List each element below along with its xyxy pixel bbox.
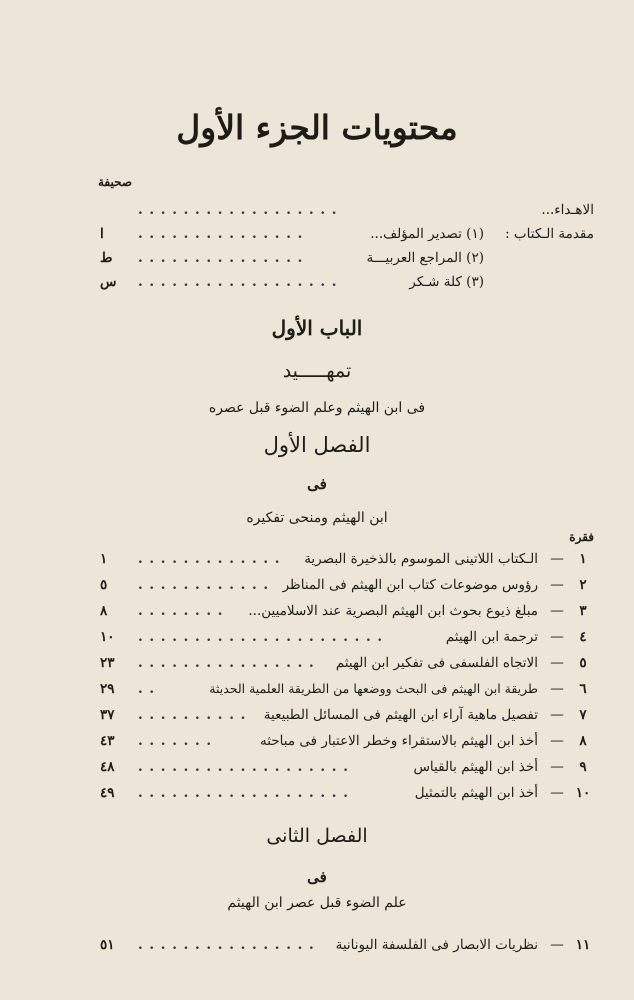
dash: — bbox=[550, 681, 564, 697]
item-text: تفصيل ماهية آراء ابن الهيثم فى المسائل الطبيعية bbox=[263, 707, 538, 723]
leader-dots: . . . . . . . . . . . . . . . . . . bbox=[138, 202, 338, 218]
page-number: ١ bbox=[100, 551, 108, 567]
item-text: مبلغ ذيوع بحوث ابن الهيثم البصرية عند الاسلاميين... bbox=[248, 603, 538, 619]
item-number: ١١ bbox=[575, 937, 591, 953]
page-number: ١٠ bbox=[100, 629, 115, 645]
chapter1-subtitle: ابن الهيثم ومنحى تفكيره bbox=[246, 510, 388, 526]
page-number: ٤٨ bbox=[100, 759, 115, 775]
page-number: ٨ bbox=[100, 603, 108, 619]
leader-dots: . . . . . . . . . . . . bbox=[138, 577, 270, 593]
toc-row bbox=[100, 652, 594, 674]
item-number: ٨ bbox=[579, 733, 587, 749]
item-text: رؤوس موضوعات كتاب ابن الهيثم فى المناظر bbox=[282, 577, 538, 593]
leader-dots: . . . . . . . . . . . . . . . . bbox=[138, 937, 315, 953]
dash: — bbox=[550, 629, 564, 645]
toc-row bbox=[100, 704, 594, 726]
item-text: أخذ ابن الهيثم بالاستقراء وخطر الاعتبار فى مباحثه bbox=[259, 733, 538, 749]
leader-dots: . . . . . . . . . . . . . . . . . . . bbox=[138, 759, 349, 775]
page-number: ٣٧ bbox=[100, 707, 115, 723]
leader-dots: . . bbox=[138, 681, 156, 697]
item-number: ٧ bbox=[579, 707, 587, 723]
page-number: ط bbox=[100, 250, 113, 266]
page-number: ٥ bbox=[100, 577, 108, 593]
page-number: س bbox=[100, 274, 117, 290]
leader-dots: . . . . . . . . . . bbox=[138, 707, 247, 723]
item-number: ١ bbox=[579, 551, 587, 567]
item-text: طريقة ابن الهيثم فى البحث ووضعها من الطريقة العلمية الحديثة bbox=[209, 681, 538, 696]
entry-text: مقدمة الـكتاب : bbox=[505, 226, 594, 242]
paragraph-column-label: فقرة bbox=[569, 530, 594, 544]
dash: — bbox=[550, 551, 564, 567]
dash: — bbox=[550, 759, 564, 775]
page-number: ا bbox=[100, 226, 104, 242]
part-subtitle: تمهـــــيد bbox=[282, 360, 352, 382]
page-number: ٢٩ bbox=[100, 681, 115, 697]
toc-row bbox=[100, 730, 594, 752]
leader-dots: . . . . . . . . . . . . . bbox=[138, 551, 281, 567]
item-number: ٤ bbox=[579, 629, 587, 645]
chapter2-fi: فى bbox=[307, 868, 327, 886]
entry-subtext: (١) تصدير المؤلف... bbox=[370, 226, 484, 242]
front-matter-row bbox=[100, 222, 594, 246]
item-text: أخذ ابن الهيثم بالقياس bbox=[413, 759, 538, 775]
toc-row bbox=[100, 934, 594, 956]
dash: — bbox=[550, 937, 564, 953]
page-number: ٤٩ bbox=[100, 785, 115, 801]
page-number: ٥١ bbox=[100, 937, 115, 953]
chapter2-title: الفصل الثانى bbox=[266, 825, 368, 847]
entry-subtext: (٢) المراجع العربيـــة bbox=[366, 250, 484, 266]
entry-subtext: (٣) كلة شـكر bbox=[409, 274, 484, 290]
toc-row bbox=[100, 782, 594, 804]
item-text: نظريات الابصار فى الفلسفة اليونانية bbox=[335, 937, 538, 953]
dash: — bbox=[550, 785, 564, 801]
item-number: ٥ bbox=[579, 655, 587, 671]
item-text: الاتجاه الفلسفى فى تفكير ابن الهيثم bbox=[335, 655, 538, 671]
page-number: ٤٣ bbox=[100, 733, 115, 749]
front-matter-row bbox=[100, 246, 594, 270]
front-matter-row bbox=[100, 270, 594, 294]
item-number: ٢ bbox=[579, 577, 587, 593]
dash: — bbox=[550, 733, 564, 749]
page-number: ٢٣ bbox=[100, 655, 115, 671]
item-number: ٦ bbox=[579, 681, 587, 697]
front-matter-row bbox=[100, 198, 594, 222]
page-title: محتويات الجزء الأول bbox=[176, 108, 458, 147]
item-number: ١٠ bbox=[575, 785, 591, 801]
leader-dots: . . . . . . . . . . . . . . . bbox=[138, 226, 304, 242]
dash: — bbox=[550, 655, 564, 671]
leader-dots: . . . . . . . . . . . . . . . . bbox=[138, 655, 315, 671]
leader-dots: . . . . . . . . bbox=[138, 603, 224, 619]
chapter2-subtitle: علم الضوء قبل عصر ابن الهيثم bbox=[227, 895, 407, 911]
item-number: ٩ bbox=[579, 759, 587, 775]
dash: — bbox=[550, 603, 564, 619]
dash: — bbox=[550, 707, 564, 723]
leader-dots: . . . . . . . . . . . . . . . . . . . . . . bbox=[138, 629, 384, 645]
toc-row bbox=[100, 574, 594, 596]
dash: — bbox=[550, 577, 564, 593]
item-number: ٣ bbox=[579, 603, 587, 619]
page-column-label: صحيفة bbox=[98, 175, 133, 189]
item-text: ترجمة ابن الهيثم bbox=[445, 629, 538, 645]
leader-dots: . . . . . . . . . . . . . . . . . . bbox=[138, 274, 338, 290]
part-description: فى ابن الهيثم وعلم الضوء قبل عصره bbox=[208, 400, 426, 416]
entry-text: الاهـداء... bbox=[541, 202, 594, 218]
item-text: الـكتاب اللاتينى الموسوم بالذخيرة البصرية bbox=[304, 551, 538, 567]
chapter1-fi: فى bbox=[307, 475, 327, 493]
leader-dots: . . . . . . . bbox=[138, 733, 213, 749]
toc-row bbox=[100, 548, 594, 570]
toc-row bbox=[100, 756, 594, 778]
leader-dots: . . . . . . . . . . . . . . . bbox=[138, 250, 304, 266]
item-text: أخذ ابن الهيثم بالتمثيل bbox=[414, 785, 538, 801]
leader-dots: . . . . . . . . . . . . . . . . . . . bbox=[138, 785, 349, 801]
toc-row bbox=[100, 626, 594, 648]
toc-row bbox=[100, 600, 594, 622]
toc-row bbox=[100, 678, 594, 700]
part-title: الباب الأول bbox=[271, 316, 363, 340]
chapter1-title: الفصل الأول bbox=[263, 433, 371, 457]
